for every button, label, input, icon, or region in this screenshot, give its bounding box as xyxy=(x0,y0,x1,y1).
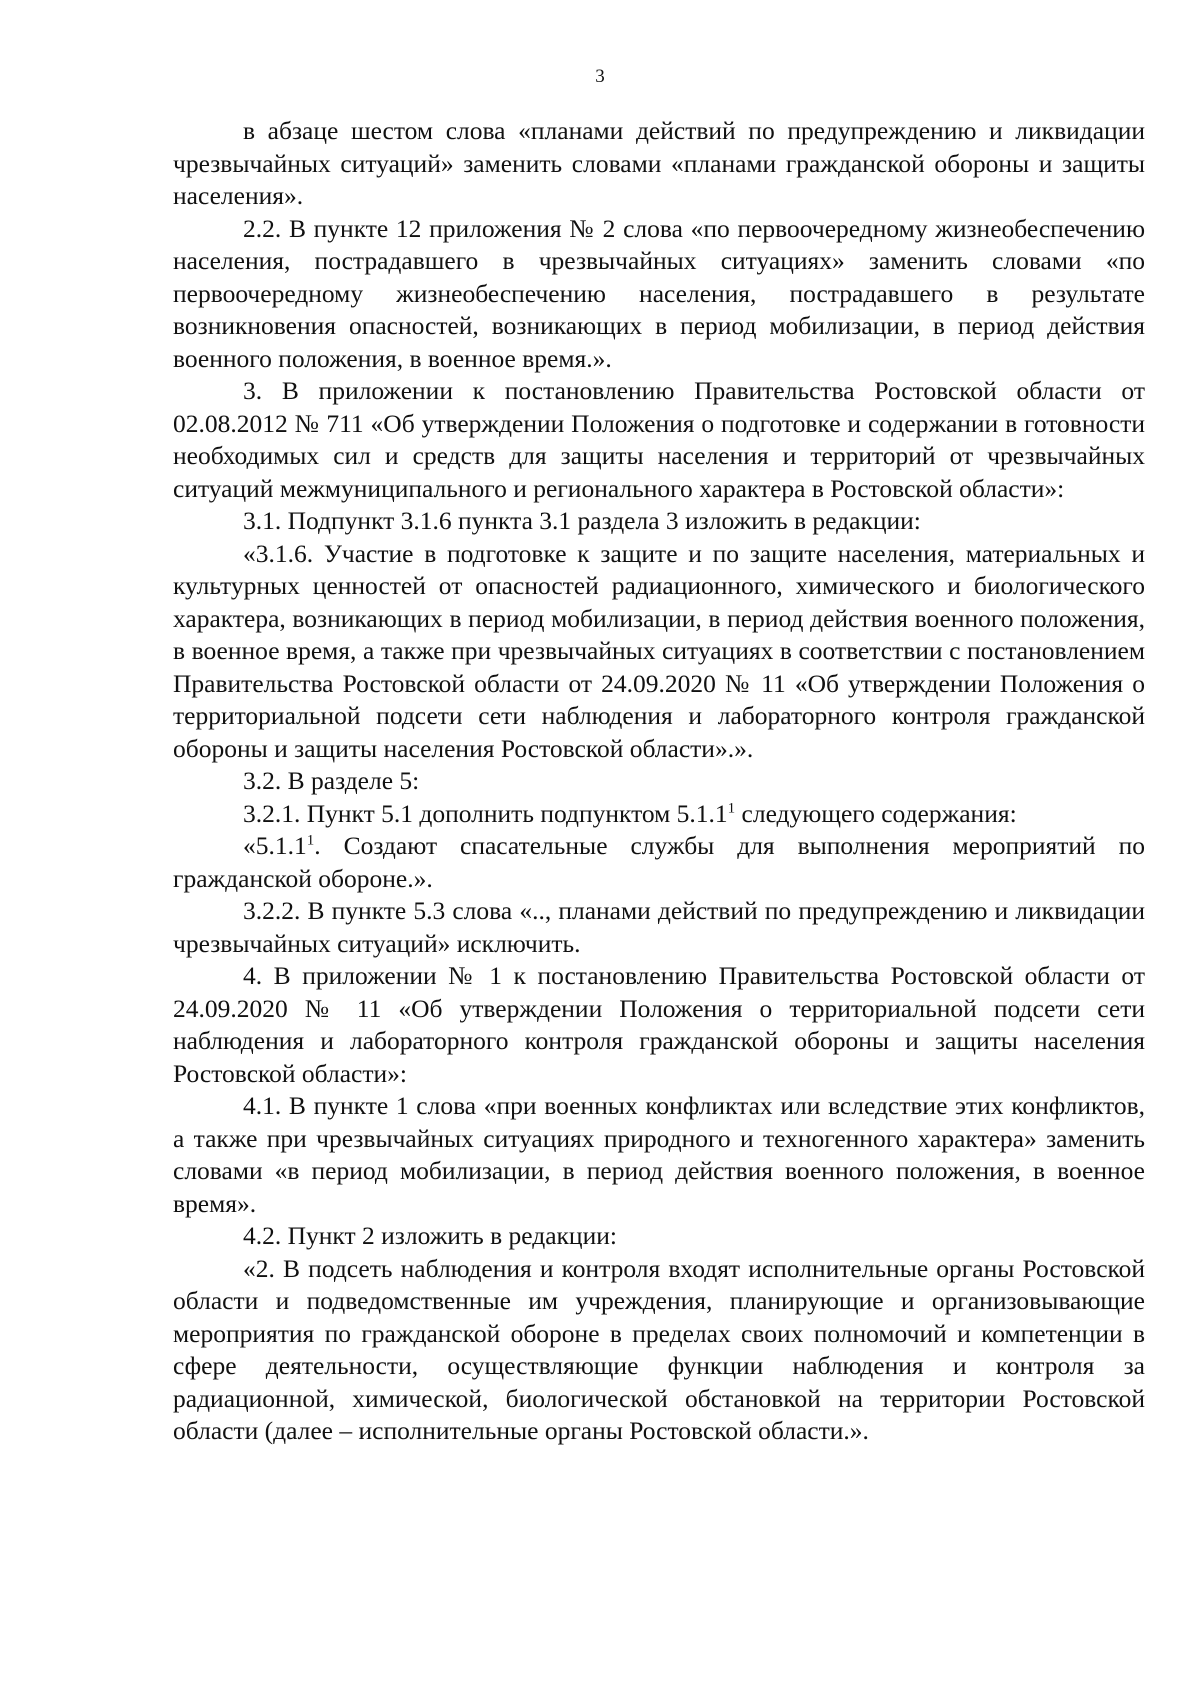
superscript-one: 1 xyxy=(306,832,315,849)
paragraph-2-quote: «2. В подсеть наблюдения и контроля входят исполнительные органы Ростовской области и подведомственные им учреждения, планирующие и организовывающие мероприятия по гражданской обороне в пределах своих полномочий и компетенции в сфере деятельности, осуществляющие функции наблюдения и контроля за радиационной, химической, биологической обстановкой на территории Ростовской области (далее – исполнительные органы Ростовской области.». xyxy=(173,1253,1145,1445)
paragraph-5-1-1-quote xyxy=(173,830,1145,895)
paragraph-4-2: 4.2. Пункт 2 изложить в редакции: xyxy=(243,1221,617,1250)
paragraph-3-1-6-quote: «3.1.6. Участие в подготовке к защите и по защите населения, материальных и культурных ценностей от опасностей радиационного, химического и биологического характера, возникающих в период мобилизации, в период действия военного положения, в военное время, а также при чрезвычайных ситуациях в соответствии с постановлением Правительства Ростовской области от 24.09.2020 № 11 «Об утверждении Положения о территориальной подсети сети наблюдения и лабораторного контроля гражданской обороны и защиты населения Ростовской области».». xyxy=(173,538,1145,763)
paragraph-3-2-2: 3.2.2. В пункте 5.3 слова «.., планами действий по предупреждению и ликвидации чрезвычайных ситуаций» исключить. xyxy=(173,896,1145,958)
paragraph-3-2: 3.2. В разделе 5: xyxy=(243,766,420,795)
paragraph-abzac-6: в абзаце шестом слова «планами действий по предупреждению и ликвидации чрезвычайных ситуаций» заменить словами «планами гражданской обороны и защиты населения». xyxy=(173,116,1145,210)
document-body xyxy=(173,115,1145,1448)
paragraph-4: 4. В приложении № 1 к постановлению Правительства Ростовской области от 24.09.2020 № 11 «Об утверждении Положения о территориальной подсети сети наблюдения и лабораторного контроля гражданской обороны и защиты населения Ростовской области»: xyxy=(173,961,1145,1088)
paragraph-3-1: 3.1. Подпункт 3.1.6 пункта 3.1 раздела 3 изложить в редакции: xyxy=(243,506,921,535)
paragraph-4-1: 4.1. В пункте 1 слова «при военных конфликтах или вследствие этих конфликтов, а также при чрезвычайных ситуациях природного и техногенного характера» заменить словами «в период мобилизации, в период действия военного положения, в военное время». xyxy=(173,1091,1145,1218)
superscript-one: 1 xyxy=(727,800,736,816)
paragraph-3-2-1-text: 3.2.1. Пункт 5.1 дополнить подпунктом 5.1.1 xyxy=(243,798,728,828)
paragraph-3-2-1 xyxy=(173,798,1145,831)
paragraph-3: 3. В приложении к постановлению Правительства Ростовской области от 02.08.2012 № 711 «Об утверждении Положения о подготовке и содержании в готовности необходимых сил и средств для защиты населения и территорий от чрезвычайных ситуаций межмуниципального и регионального характера в Ростовской области»: xyxy=(173,376,1145,503)
paragraph-5-1-1-text: «5.1.1 xyxy=(243,831,307,860)
paragraph-5-1-1-text-end: . Создают спасательные службы для выполнения мероприятий по гражданской обороне.». xyxy=(173,831,1145,893)
page-number: 3 xyxy=(595,66,605,87)
paragraph-2-2: 2.2. В пункте 12 приложения № 2 слова «по первоочередному жизнеобеспечению населения, пострадавшего в чрезвычайных ситуациях» заменить словами «по первоочередному жизнеобеспечению населения, пострадавшего в результате возникновения опасностей, возникающих в период мобилизации, в период действия военного положения, в военное время.». xyxy=(173,213,1145,373)
paragraph-3-2-1-text-end: следующего содержания: xyxy=(735,798,1017,828)
